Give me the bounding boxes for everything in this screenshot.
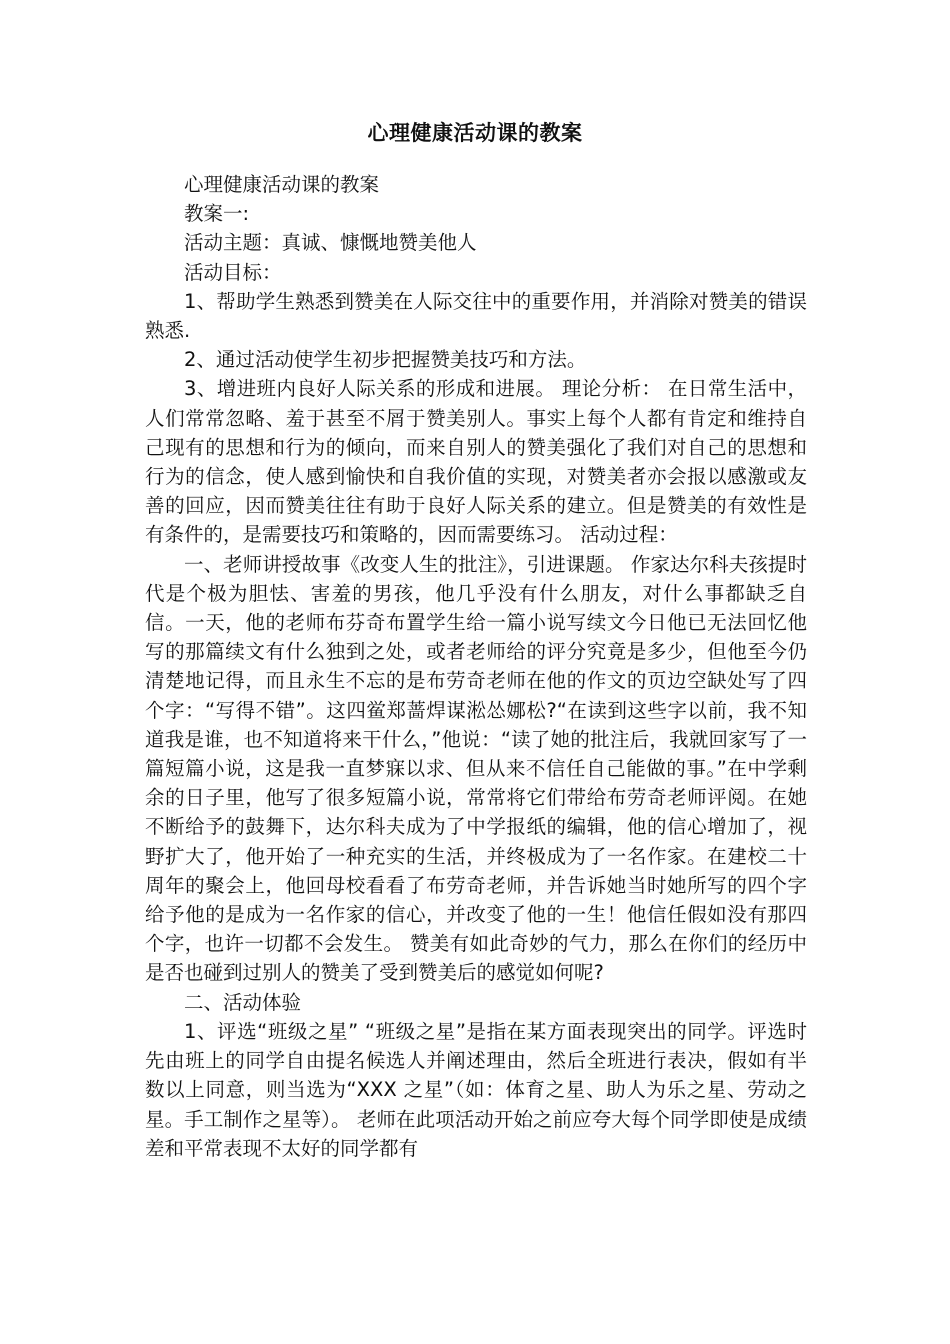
paragraph-class-star: 1、评选“班级之星” “班级之星”是指在某方面表现突出的同学。评选时先由班上的同学自由提名候选人并阐述理由，然后全班进行表决，假如有半数以上同意，则当选为“XXX 之星”（如：体育之星、助人为乐之星、劳动之星。手工制作之星等）。 老师在此项活动开始之前应夸大每个同学即使是成绩差和平常表现不太好的同学都有 <box>145 1019 807 1160</box>
paragraph-subtitle: 心理健康活动课的教案 <box>184 173 380 196</box>
paragraph-goal-3-theory: 3、增进班内良好人际关系的形成和进展。 理论分析： 在日常生活中，人们常常忽略、羞于甚至不屑于赞美别人。事实上每个人都有肯定和维持自己现有的思想和行为的倾向，而来自别人的赞美强化了我们对自己的思想和行为的信念，使人感到愉快和自我价值的实现，对赞美者亦会报以感激或友善的回应，因而赞美往往有助于良好人际关系的建立。但是赞美的有效性是有条件的，是需要技巧和策略的，因而需要练习。 活动过程： <box>145 377 807 547</box>
paragraph-goal-2: 2、通过活动使学生初步把握赞美技巧和方法。 <box>184 348 587 372</box>
paragraph-goal-1: 1、帮助学生熟悉到赞美在人际交往中的重要作用，并消除对赞美的错误熟悉. <box>145 289 807 343</box>
paragraph-story: 一、老师讲授故事《改变人生的批注》，引进课题。 作家达尔科夫孩提时代是个极为胆怯、害羞的男孩，他几乎没有什么朋友，对什么事都缺乏自信。一天，他的老师布芬奇布置学生给一篇小说写续文今日他已无法回忆他写的那篇续文有什么独到之处，或者老师给的评分究竟是多少，但他至今仍清楚地记得，而且永生不忘的是布劳奇老师在他的作文的页边空缺处写了四个字：“写得不错”。这四鲎郑蔷焊谋淞怂娜松?“在读到这些字以前，我不知道我是谁，也不知道将来干什么，”他说：“读了她的批注后，我就回家写了一篇短篇小说，这是我一直梦寐以求、但从来不信任自己能做的事。”在中学剩余的日子里，他写了很多短篇小说，常常将它们带给布劳奇老师评阅。在她不断给予的鼓舞下，达尔科夫成为了中学报纸的编辑，他的信心增加了，视野扩大了，他开始了一种充实的生活，并终极成为了一名作家。在建校二十周年的聚会上，他回母校看看了布劳奇老师，并告诉她当时她所写的四个字给予他的是成为一名作家的信心，并改变了他的一生！他信任假如没有那四个字，也许一切都不会发生。 赞美有如此奇妙的气力，那么在你们的经历中是否也碰到过别人的赞美了受到赞美后的感觉如何呢? <box>145 552 807 985</box>
paragraph-activity-goals: 活动目标： <box>184 260 282 284</box>
document-title: 心理健康活动课的教案 <box>367 121 583 145</box>
paragraph-lesson-plan-one: 教案一: <box>184 202 250 226</box>
paragraph-activity-theme: 活动主题：真诚、慷慨地赞美他人 <box>184 231 477 255</box>
document-body <box>145 170 807 1163</box>
paragraph-activity-experience: 二、活动体验 <box>184 990 302 1014</box>
